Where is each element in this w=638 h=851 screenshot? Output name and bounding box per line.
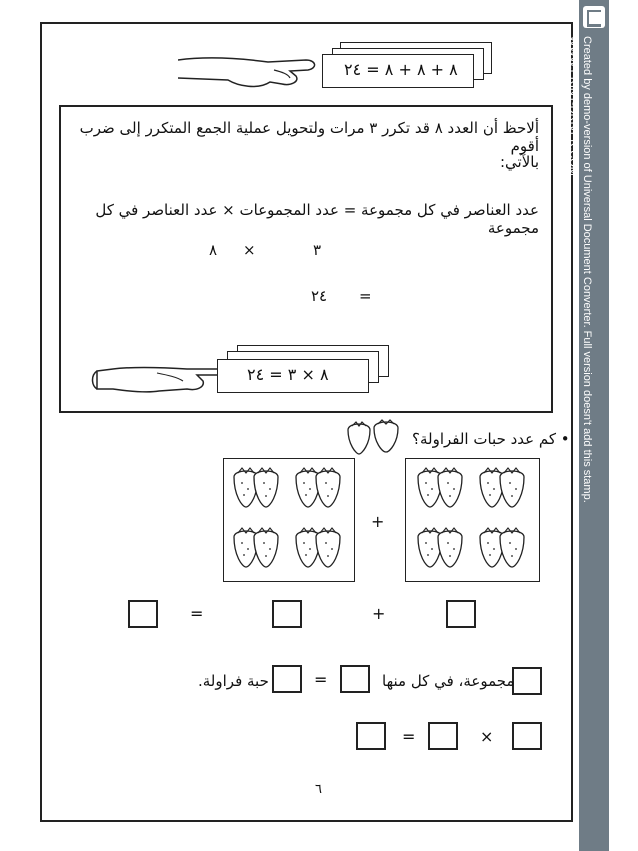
bottom-card-equation: ٨ × ٣ = ٢٤ [247,365,329,384]
strawberry-group-right [405,458,540,582]
explanation-box [59,105,553,413]
explanation-line-1: ألاحظ أن العدد ٨ قد تكرر ٣ مرات ولتحويل عملية الجمع المتكرر إلى ضرب أقوم [79,119,539,155]
explanation-line-2: بالآتي: [499,153,539,171]
groups-count-box[interactable] [512,667,542,695]
items-per-group-box[interactable] [340,665,370,693]
sentence-equals: = [314,670,328,689]
formula-equals: = [359,287,372,305]
addend-box-right[interactable] [446,600,476,628]
pointing-hand-icon [87,361,237,397]
sentence-part-1: مجموعة، في كل منها [382,672,515,690]
addition-equals: = [190,604,204,623]
sum-box[interactable] [128,600,158,628]
strawberry-icon [406,459,538,579]
page-number: ٦ [315,782,322,797]
formula-times: × [243,241,256,259]
question-bullet: • [560,430,570,448]
strawberry-icon [344,418,406,458]
top-card-equation: ٨ + ٨ + ٨ = ٢٤ [344,60,458,79]
formula-result: ٢٤ [311,287,328,305]
addition-plus: + [372,604,386,623]
strawberry-icon [224,459,354,579]
multiplication-times: × [480,727,494,746]
addend-box-left[interactable] [272,600,302,628]
question-text: كم عدد حبات الفراولة؟ [412,430,557,448]
groups-plus-sign: + [371,512,385,531]
question-line [412,430,570,448]
multiplication-equals: = [402,727,416,746]
sentence-part-2: حبة فراولة. [198,672,269,690]
formula-value-elements: ٨ [209,241,218,259]
stamp-line-1: Created by demo-version of Universal Document Converter. Full version doesn't add this stamp. [581,36,593,503]
pointing-hand-icon [178,40,328,95]
formula-text: عدد العناصر في كل مجموعة = عدد المجموعات × عدد العناصر في كل مجموعة [95,201,539,237]
stamp-line-2: WWW.PRINT-DRIVER.COM [567,36,579,176]
factor-box-right[interactable] [512,722,542,750]
total-strawberries-box[interactable] [272,665,302,693]
product-box[interactable] [356,722,386,750]
formula-value-groups: ٣ [313,241,322,259]
converter-stamp-text [566,36,594,503]
converter-logo-icon [583,6,605,28]
factor-box-left[interactable] [428,722,458,750]
strawberry-group-left [223,458,355,582]
